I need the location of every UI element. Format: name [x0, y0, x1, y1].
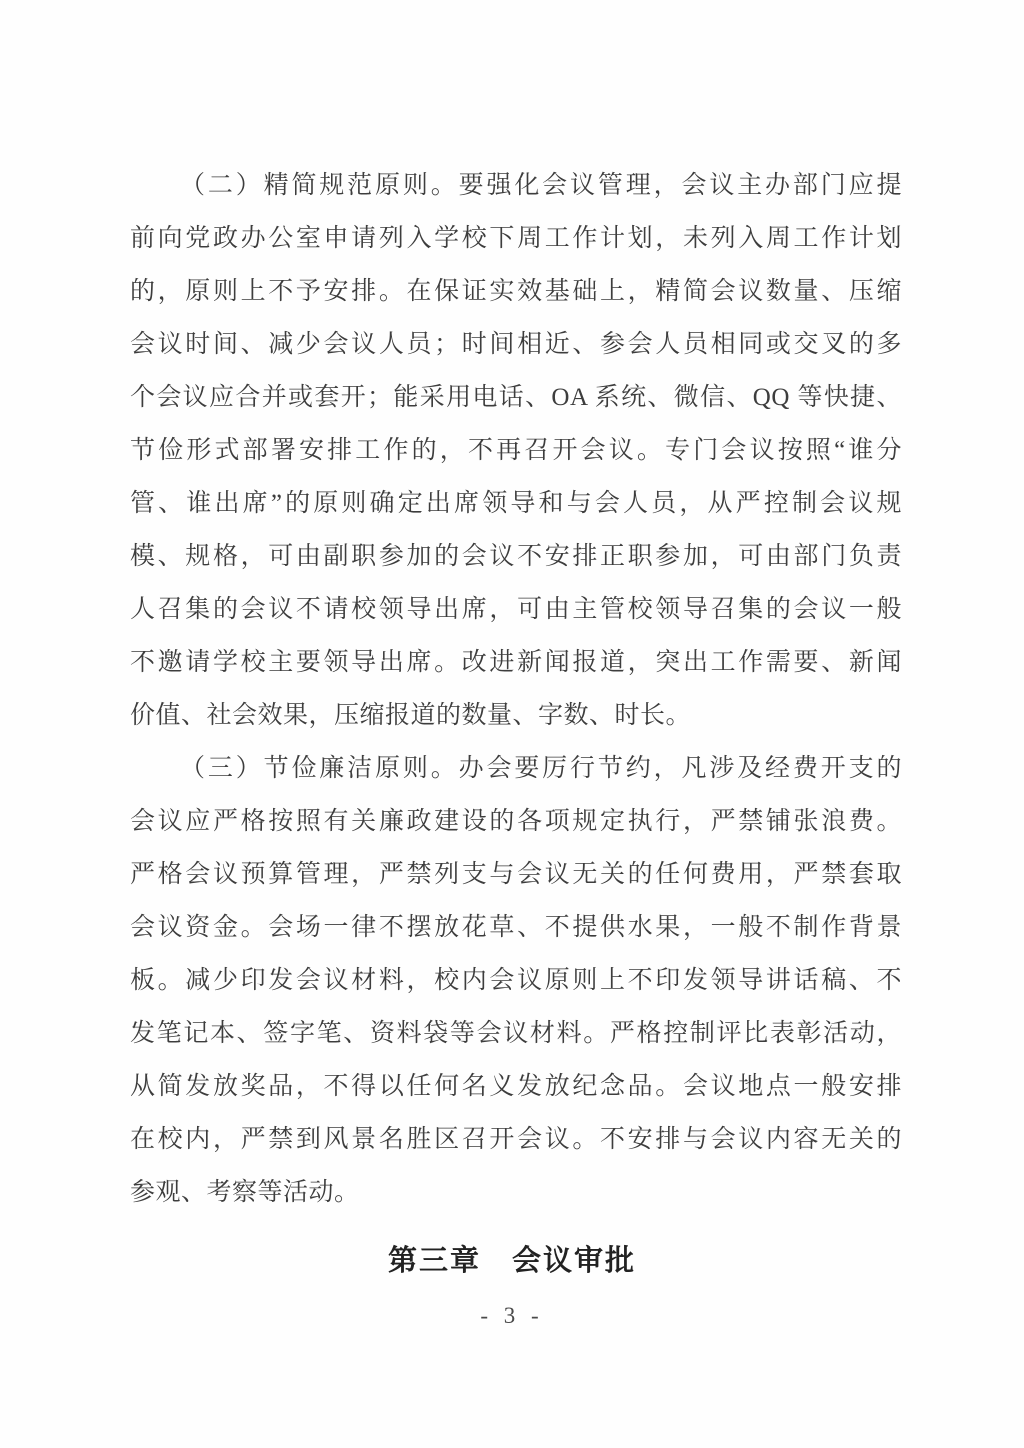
text-line: 人召集的会议不请校领导出席，可由主管校领导召集的会议一般 [130, 596, 902, 623]
text-line: 会议时间、减少会议人员；时间相近、参会人员相同或交叉的多 [130, 331, 902, 358]
text-line: 不邀请学校主要领导出席。改进新闻报道，突出工作需要、新闻 [130, 649, 902, 676]
text-line: 模、规格，可由副职参加的会议不安排正职参加，可由部门负责 [130, 543, 902, 570]
chapter-heading: 第三章 会议审批 [387, 1245, 636, 1277]
text-line: （二）精简规范原则。要强化会议管理，会议主办部门应提 [180, 172, 902, 199]
text-line: 从简发放奖品，不得以任何名义发放纪念品。会议地点一般安排 [130, 1073, 902, 1100]
text-line: 会议应严格按照有关廉政建设的各项规定执行，严禁铺张浪费。 [130, 808, 902, 835]
text-line: 价值、社会效果，压缩报道的数量、字数、时长。 [130, 702, 692, 729]
text-line: 严格会议预算管理，严禁列支与会议无关的任何费用，严禁套取 [130, 861, 902, 888]
text-line: 在校内，严禁到风景名胜区召开会议。不安排与会议内容无关的 [130, 1126, 902, 1153]
text-line: 前向党政办公室申请列入学校下周工作计划，未列入周工作计划 [130, 225, 902, 252]
text-line: 参观、考察等活动。 [130, 1179, 360, 1206]
text-line: 发笔记本、签字笔、资料袋等会议材料。严格控制评比表彰活动， [130, 1020, 902, 1047]
text-line: 会议资金。会场一律不摆放花草、不提供水果，一般不制作背景 [130, 914, 902, 941]
text-line: 板。减少印发会议材料，校内会议原则上不印发领导讲话稿、不 [130, 967, 902, 994]
text-line: 管、谁出席”的原则确定出席领导和与会人员，从严控制会议规 [130, 490, 902, 517]
text-line: 节俭形式部署安排工作的，不再召开会议。专门会议按照“谁分 [130, 437, 902, 464]
page-number: - 3 - [480, 1303, 544, 1328]
document-body [130, 159, 902, 1219]
text-line: 个会议应合并或套开；能采用电话、OA 系统、微信、QQ 等快捷、 [130, 384, 902, 411]
text-line: 的，原则上不予安排。在保证实效基础上，精简会议数量、压缩 [130, 278, 902, 305]
text-line: （三）节俭廉洁原则。办会要厉行节约，凡涉及经费开支的 [180, 755, 902, 782]
